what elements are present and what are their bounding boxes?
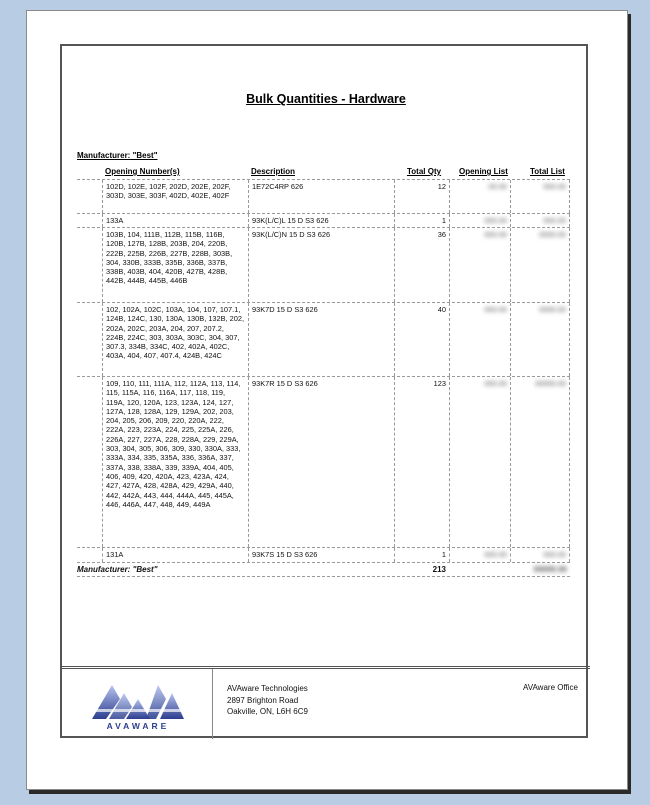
- opening-numbers: 102D, 102E, 102F, 202D, 202E, 202F, 303D, 303E, 303F, 402D, 402E, 402F: [102, 180, 248, 213]
- col-header-total-qty: Total Qty: [407, 167, 442, 176]
- opening-list: 000.00: [449, 228, 510, 302]
- opening-list: 000.00: [449, 377, 510, 547]
- description: 1E72C4RP 626: [248, 180, 394, 213]
- city-address: Oakville, ON, L6H 6C9: [227, 707, 308, 716]
- col-header-opening-list: Opening List: [459, 167, 508, 176]
- total-qty: 12: [394, 180, 449, 213]
- office-name: AVAware Office: [523, 683, 578, 692]
- total-qty: 36: [394, 228, 449, 302]
- hardware-table: [77, 179, 570, 577]
- total-qty: 123: [394, 377, 449, 547]
- opening-list: 000.00: [449, 214, 510, 227]
- total-qty: 1: [394, 548, 449, 562]
- street-address: 2897 Brighton Road: [227, 695, 299, 705]
- total-list-sum: 00000.00: [533, 565, 567, 574]
- table-row: [77, 180, 570, 214]
- opening-numbers: 102, 102A, 102C, 103A, 104, 107, 107.1, 124B, 124C, 130, 130A, 130B, 132B, 202, 202A, 202C, 203A, 204, 207, 207.2, 224B, 224C, 303, 303A, 303C, 304, 307, 307.3, 334B, 334C, 402, 402A, 402C, 403A, 404, 407, 407.4, 424B, 424C: [102, 303, 248, 376]
- manufacturer-total-row: [77, 563, 570, 577]
- opening-numbers: 131A: [102, 548, 248, 562]
- total-list: 00000.00: [510, 377, 570, 547]
- col-header-description: Description: [251, 167, 296, 176]
- opening-numbers: 109, 110, 111, 111A, 112, 112A, 113, 114, 115, 115A, 116, 116A, 117, 118, 119, 119A, 120, 120A, 123, 123A, 124, 127, 127A, 128, 128A, 129, 129A, 202, 203, 204, 205, 206, 209, 220, 220A, 222, 222A, 223, 223A, 224, 225, 225A, 226, 226A, 227, 227A, 228, 228A, 229, 229A, 303, 304, 305, 306, 309, 330, 330A, 333, 333A, 334, 335, 335A, 336, 336A, 337, 337A, 338, 338A, 339, 339A, 404, 405, 406, 409, 420, 420A, 423, 423A, 424, 427, 427A, 428, 428A, 429, 429A, 440, 442, 442A, 443, 444, 444A, 445, 445A, 446, 446A, 447, 448, 449, 449A: [102, 377, 248, 547]
- report-frame: [60, 44, 588, 738]
- company-address: [227, 683, 308, 718]
- total-list: 0000.00: [510, 303, 570, 376]
- opening-list: 00.00: [449, 180, 510, 213]
- report-page: [26, 10, 628, 790]
- description: 93K7D 15 D S3 626: [248, 303, 394, 376]
- report-footer: [62, 666, 590, 738]
- total-list: 000.00: [510, 548, 570, 562]
- total-label: Manufacturer: "Best": [77, 565, 158, 574]
- opening-list: 000.00: [449, 548, 510, 562]
- table-row: [77, 303, 570, 377]
- total-list: 000.00: [510, 180, 570, 213]
- opening-numbers: 103B, 104, 111B, 112B, 115B, 116B, 120B, 127B, 128B, 203B, 204, 220B, 222B, 225B, 226B, 227B, 228B, 303B, 304, 330B, 333B, 335B, 336B, 337B, 338B, 403B, 404, 420B, 427B, 428B, 442B, 444B, 445B, 446B: [102, 228, 248, 302]
- table-row: [77, 377, 570, 548]
- opening-numbers: 133A: [102, 214, 248, 227]
- col-header-total-list: Total List: [530, 167, 565, 176]
- total-list: 0000.00: [510, 228, 570, 302]
- total-qty: 1: [394, 214, 449, 227]
- table-row: [77, 228, 570, 303]
- description: 93K(L/C)N 15 D S3 626: [248, 228, 394, 302]
- total-qty-sum: 213: [432, 565, 446, 574]
- manufacturer-label: Manufacturer: "Best": [77, 151, 158, 160]
- company-name: AVAware Technologies: [227, 684, 308, 693]
- table-row: [77, 214, 570, 228]
- table-row: [77, 548, 570, 563]
- total-qty: 40: [394, 303, 449, 376]
- logo-wordmark: AVAWARE: [106, 721, 170, 731]
- opening-list: 000.00: [449, 303, 510, 376]
- description: 93K7R 15 D S3 626: [248, 377, 394, 547]
- description: 93K7S 15 D S3 626: [248, 548, 394, 562]
- col-header-opening: Opening Number(s): [105, 167, 180, 176]
- report-title: Bulk Quantities - Hardware: [246, 92, 406, 106]
- company-logo: [62, 669, 213, 739]
- description: 93K(L/C)L 15 D S3 626: [248, 214, 394, 227]
- total-list: 000.00: [510, 214, 570, 227]
